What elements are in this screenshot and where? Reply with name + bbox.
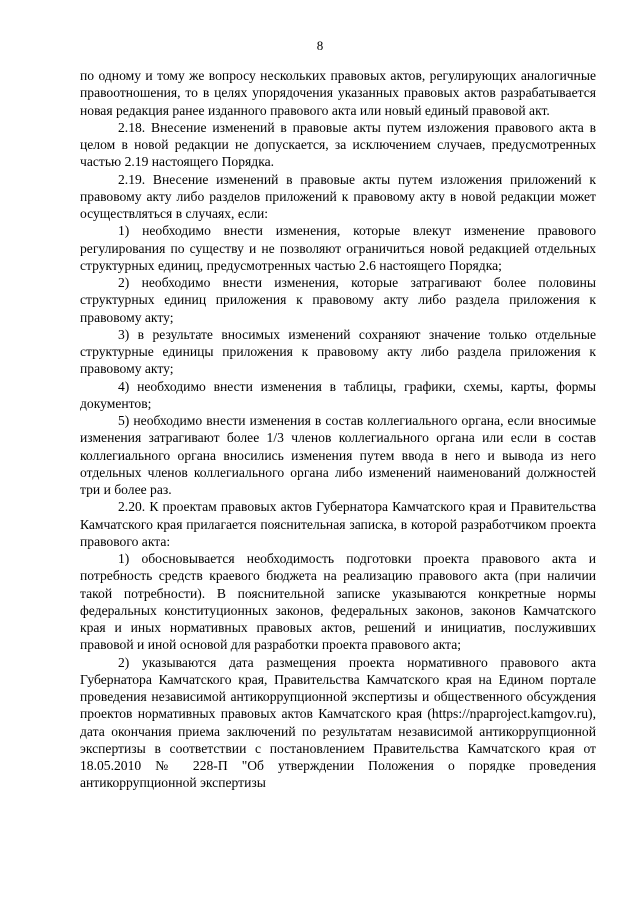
paragraph-2-19-item-4: 4) необходимо внести изменения в таблицы, графики, схемы, карты, формы документов; xyxy=(80,378,596,411)
paragraph-2-19-item-2: 2) необходимо внести изменения, которые затрагивают более половины структурных единиц приложения к правовому акту либо раздела приложения к правовому акту; xyxy=(80,275,596,325)
paragraph-2-20-item-1: 1) обосновывается необходимость подготовки проекта правового акта и потребность средств краевого бюджета на реализацию правового акта (при наличии такой потребности). В пояснительной записке указываются конкретные нормы федеральных конституционных законов, федеральных законов, законов Камчатского края и иных нормативных правовых актов, решений и инициатив, послуживших правовой и иной основой для разработки проекта правового акта; xyxy=(80,551,596,653)
paragraph-2-19-item-3: 3) в результате вносимых изменений сохраняют значение только отдельные структурные единицы приложения к правовому акту либо раздела приложения к правовому акту; xyxy=(80,326,596,377)
paragraph-2-18: 2.18. Внесение изменений в правовые акты путем изложения правового акта в целом в новой редакции не допускается, за исключением случаев, предусмотренных частью 2.19 настоящего Порядка. xyxy=(80,119,596,170)
document-body xyxy=(80,67,596,792)
paragraph-2-20: 2.20. К проектам правовых актов Губернатора Камчатского края и Правительства Камчатского края прилагается пояснительная записка, в которой разработчиком проекта правового акта: xyxy=(80,499,596,549)
paragraph-2-19-item-5: 5) необходимо внести изменения в состав коллегиального органа, если вносимые изменения затрагивают более 1/3 членов коллегиального органа или если в состав коллегиального органа вносились изменения путем ввода в него и вывода из него отдельных членов коллегиального органа либо изменений наименований должностей три и более раз. xyxy=(80,413,596,497)
page-number: 8 xyxy=(316,38,324,53)
paragraph-continuation: по одному и тому же вопросу нескольких правовых актов, регулирующих аналогичные правоотношения, то в целях упорядочения указанных правовых актов разрабатывается новая редакция ранее изданного правового акта или новый единый правовой акт. xyxy=(80,68,596,118)
paragraph-2-19-item-1: 1) необходимо внести изменения, которые влекут изменение правового регулирования по существу и не позволяют ограничиться новой редакцией отдельных структурных единиц, предусмотренных частью 2.6 настоящего Порядка; xyxy=(80,223,596,273)
paragraph-2-20-item-2: 2) указываются дата размещения проекта нормативного правового акта Губернатора Камчатского края, Правительства Камчатского края на Едином портале проведения независимой антикоррупционной экспертизы и общественного обсуждения проектов нормативных правовых актов Камчатского края (https://npaproject.kamgov.ru), дата окончания приема заключений по результатам независимой антикоррупционной экспертизы в соответствии с постановлением Правительства Камчатского края от 18.05.2010 № 228-П "Об утверждении Положения о порядке проведения антикоррупционной экспертизы xyxy=(80,654,596,791)
paragraph-2-19: 2.19. Внесение изменений в правовые акты путем изложения приложений к правовому акту либо разделов приложений к правовому акту в новой редакции может осуществляться в случаях, если: xyxy=(80,171,596,221)
